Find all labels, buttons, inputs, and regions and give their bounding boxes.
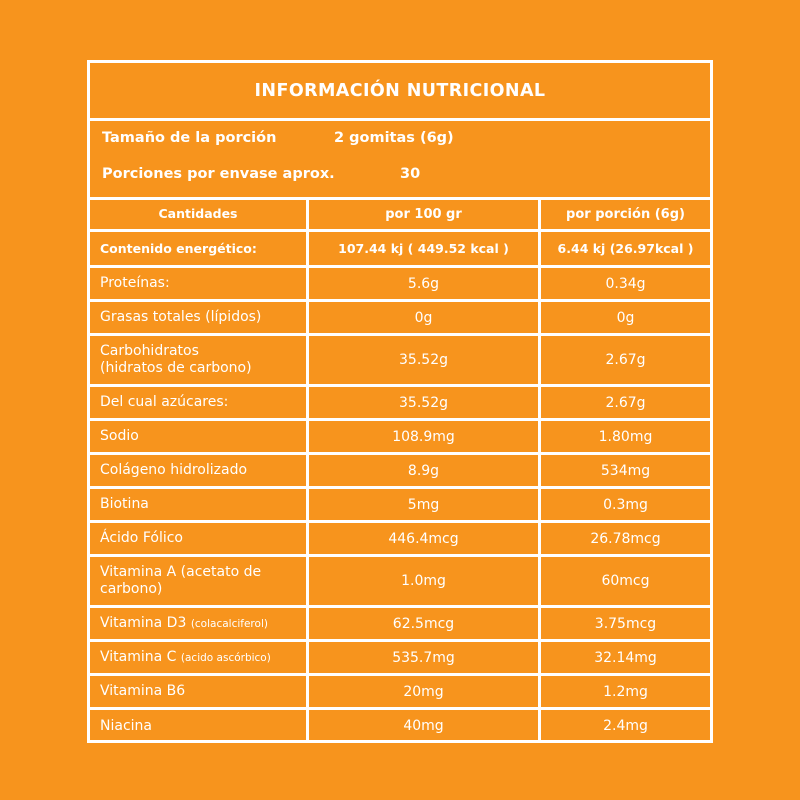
nutrition-table xyxy=(90,200,710,742)
value-per-100g: 35.52g xyxy=(306,387,538,418)
nutrient-label: Vitamina D3 (colacalciferol) xyxy=(100,614,268,631)
table-header-row xyxy=(90,200,710,232)
value-per-100g: 535.7mg xyxy=(306,642,538,673)
header-per-100g: por 100 gr xyxy=(306,200,538,229)
energy-per-serving: 6.44 kj (26.97kcal ) xyxy=(538,232,710,265)
table-row xyxy=(90,268,710,302)
value-per-100g: 5.6g xyxy=(306,268,538,299)
value-per-serving: 0.34g xyxy=(538,268,710,299)
value-per-serving: 0g xyxy=(538,302,710,333)
value-per-serving: 2.4mg xyxy=(538,710,710,742)
servings-per-container-label: Porciones por envase aprox. xyxy=(102,166,335,182)
value-per-100g: 20mg xyxy=(306,676,538,707)
table-row xyxy=(90,557,710,608)
serving-size-value: 2 gomitas (6g) xyxy=(334,130,454,146)
energy-row xyxy=(90,232,710,268)
energy-label: Contenido energético: xyxy=(100,241,257,256)
serving-size-label: Tamaño de la porción xyxy=(102,130,277,146)
serving-size-line xyxy=(102,130,454,146)
value-per-serving: 534mg xyxy=(538,455,710,486)
nutrient-label: Del cual azúcares: xyxy=(100,394,229,410)
nutrient-label: Vitamina C (acido ascórbico) xyxy=(100,648,271,665)
value-per-100g: 5mg xyxy=(306,489,538,520)
header-quantities: Cantidades xyxy=(158,206,238,221)
value-per-100g: 0g xyxy=(306,302,538,333)
servings-per-container-line xyxy=(102,166,421,182)
value-per-100g: 62.5mcg xyxy=(306,608,538,639)
value-per-serving: 3.75mcg xyxy=(538,608,710,639)
table-row xyxy=(90,489,710,523)
nutrient-label: Niacina xyxy=(100,717,152,734)
energy-per-100g: 107.44 kj ( 449.52 kcal ) xyxy=(306,232,538,265)
panel-title: INFORMACIÓN NUTRICIONAL xyxy=(90,63,710,121)
value-per-serving: 32.14mg xyxy=(538,642,710,673)
value-per-serving: 0.3mg xyxy=(538,489,710,520)
table-row xyxy=(90,710,710,742)
value-per-serving: 1.80mg xyxy=(538,421,710,452)
value-per-100g: 446.4mcg xyxy=(306,523,538,554)
header-per-serving: por porción (6g) xyxy=(538,200,710,229)
table-row xyxy=(90,302,710,336)
nutrient-label: Colágeno hidrolizado xyxy=(100,462,248,478)
table-row xyxy=(90,608,710,642)
nutrient-label: Vitamina A (acetato de carbono) xyxy=(100,564,262,597)
value-per-100g: 35.52g xyxy=(306,336,538,384)
table-row xyxy=(90,421,710,455)
nutrient-label: Sodio xyxy=(100,428,139,444)
table-row xyxy=(90,676,710,710)
value-per-100g: 40mg xyxy=(306,710,538,742)
value-per-serving: 2.67g xyxy=(538,387,710,418)
nutrient-label: Proteínas: xyxy=(100,275,170,291)
servings-per-container-value: 30 xyxy=(400,166,421,182)
value-per-100g: 8.9g xyxy=(306,455,538,486)
nutrient-label: Carbohidratos (hidratos de carbono) xyxy=(100,343,252,376)
value-per-100g: 108.9mg xyxy=(306,421,538,452)
nutrition-panel xyxy=(87,60,713,743)
value-per-serving: 1.2mg xyxy=(538,676,710,707)
table-row xyxy=(90,336,710,387)
nutrient-label: Vitamina B6 xyxy=(100,683,186,699)
value-per-100g: 1.0mg xyxy=(306,557,538,605)
nutrient-label: Grasas totales (lípidos) xyxy=(100,309,262,325)
value-per-serving: 2.67g xyxy=(538,336,710,384)
value-per-serving: 26.78mcg xyxy=(538,523,710,554)
table-row xyxy=(90,455,710,489)
table-row xyxy=(90,642,710,676)
serving-info xyxy=(90,121,710,200)
nutrient-label: Biotina xyxy=(100,496,149,512)
table-row xyxy=(90,387,710,421)
nutrient-label: Ácido Fólico xyxy=(100,530,183,546)
table-row xyxy=(90,523,710,557)
value-per-serving: 60mcg xyxy=(538,557,710,605)
